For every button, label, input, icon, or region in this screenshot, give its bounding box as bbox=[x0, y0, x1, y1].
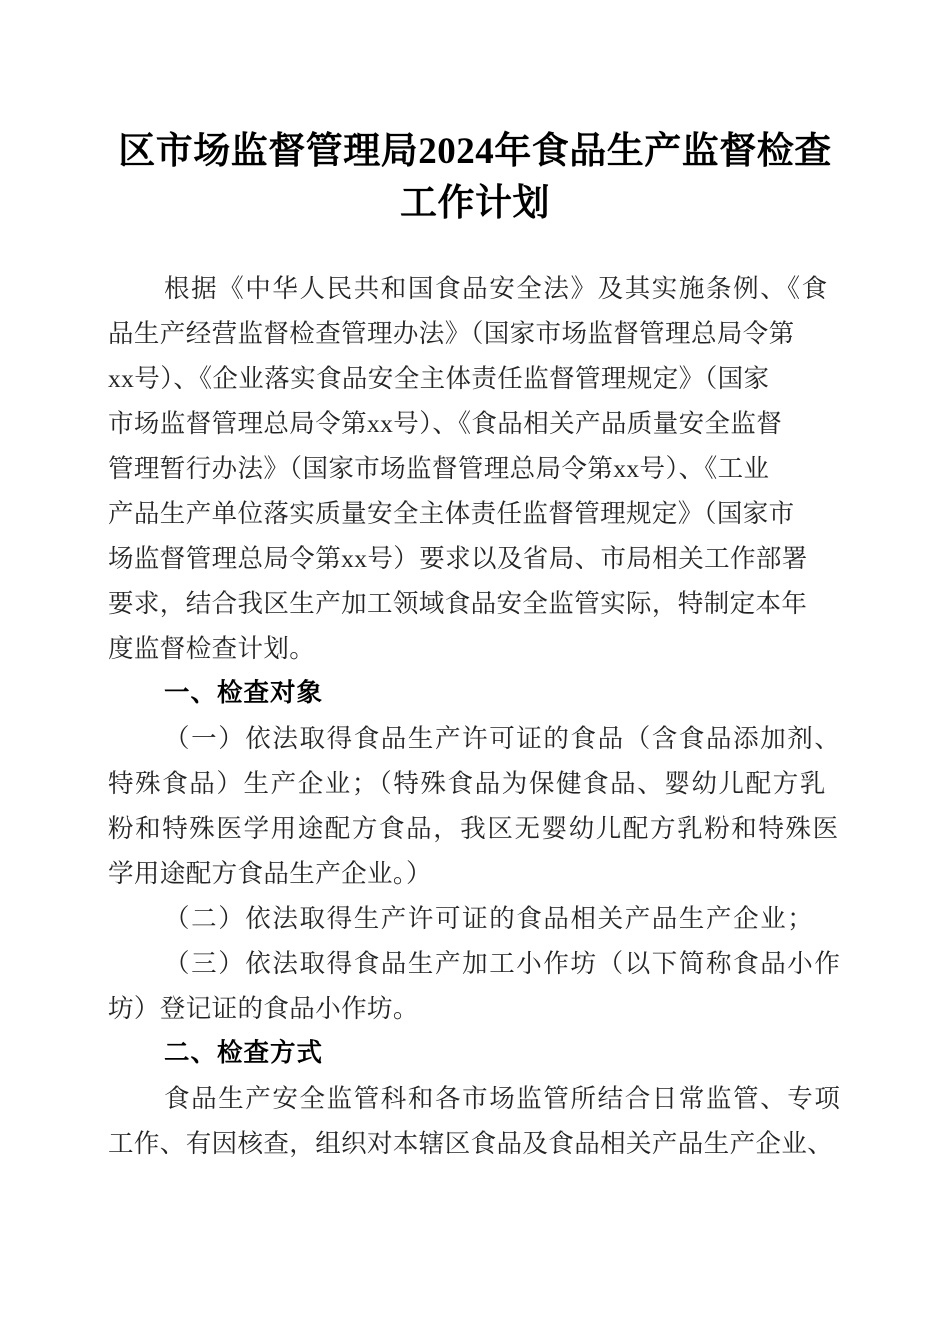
intro-paragraph bbox=[108, 266, 842, 671]
intro-line-5: 管理暂行办法》（国家市场监督管理总局令第xx号）、《工业 bbox=[108, 454, 770, 483]
document-title-line-2: 工作计划 bbox=[400, 183, 550, 224]
intro-line-6: 产品生产单位落实质量安全主体责任监督管理规定》（国家市 bbox=[108, 499, 795, 528]
item-1-line-4: 学用途配方食品生产企业。） bbox=[108, 859, 432, 888]
section-heading-1: 一、检查对象 bbox=[164, 679, 324, 707]
intro-line-3: xx号）、《企业落实食品安全主体责任监督管理规定》（国家 bbox=[108, 364, 770, 393]
intro-line-4: 市场监督管理总局令第xx号）、《食品相关产品质量安全监督 bbox=[108, 409, 783, 438]
method-line-2: 工作、有因核查，组织对本辖区食品及食品相关产品生产企业、 bbox=[108, 1129, 834, 1158]
intro-line-2: 品生产经营监督检查管理办法》（国家市场监督管理总局令第 bbox=[108, 319, 795, 348]
item-2-paragraph bbox=[108, 896, 842, 941]
document-body bbox=[108, 266, 842, 1166]
method-paragraph bbox=[108, 1076, 842, 1166]
section-heading-2: 二、检查方式 bbox=[164, 1039, 324, 1067]
item-2-line-1: （二）依法取得生产许可证的食品相关产品生产企业； bbox=[164, 904, 815, 933]
intro-line-7: 场监督管理总局令第xx号）要求以及省局、市局相关工作部署 bbox=[108, 544, 808, 573]
document-title-line-1: 区市场监督管理局2024年食品生产监督检查 bbox=[118, 131, 832, 172]
item-1-paragraph bbox=[108, 716, 842, 896]
document-title bbox=[108, 126, 842, 230]
item-1-line-2: 特殊食品）生产企业；（特殊食品为保健食品、婴幼儿配方乳 bbox=[108, 769, 827, 798]
intro-line-1: 根据《中华人民共和国食品安全法》及其实施条例、《食 bbox=[164, 274, 829, 303]
item-1-line-3: 粉和特殊医学用途配方食品，我区无婴幼儿配方乳粉和特殊医 bbox=[108, 814, 840, 843]
item-3-paragraph bbox=[108, 941, 842, 1031]
item-3-line-2: 坊）登记证的食品小作坊。 bbox=[108, 994, 419, 1023]
intro-line-9: 度监督检查计划。 bbox=[108, 634, 316, 663]
item-1-line-1: （一）依法取得食品生产许可证的食品（含食品添加剂、 bbox=[164, 724, 842, 753]
item-3-line-1: （三）依法取得食品生产加工小作坊（以下简称食品小作 bbox=[164, 949, 842, 978]
intro-line-8: 要求，结合我区生产加工领域食品安全监管实际，特制定本年 bbox=[108, 589, 808, 618]
method-line-1: 食品生产安全监管科和各市场监管所结合日常监管、专项 bbox=[164, 1084, 842, 1113]
